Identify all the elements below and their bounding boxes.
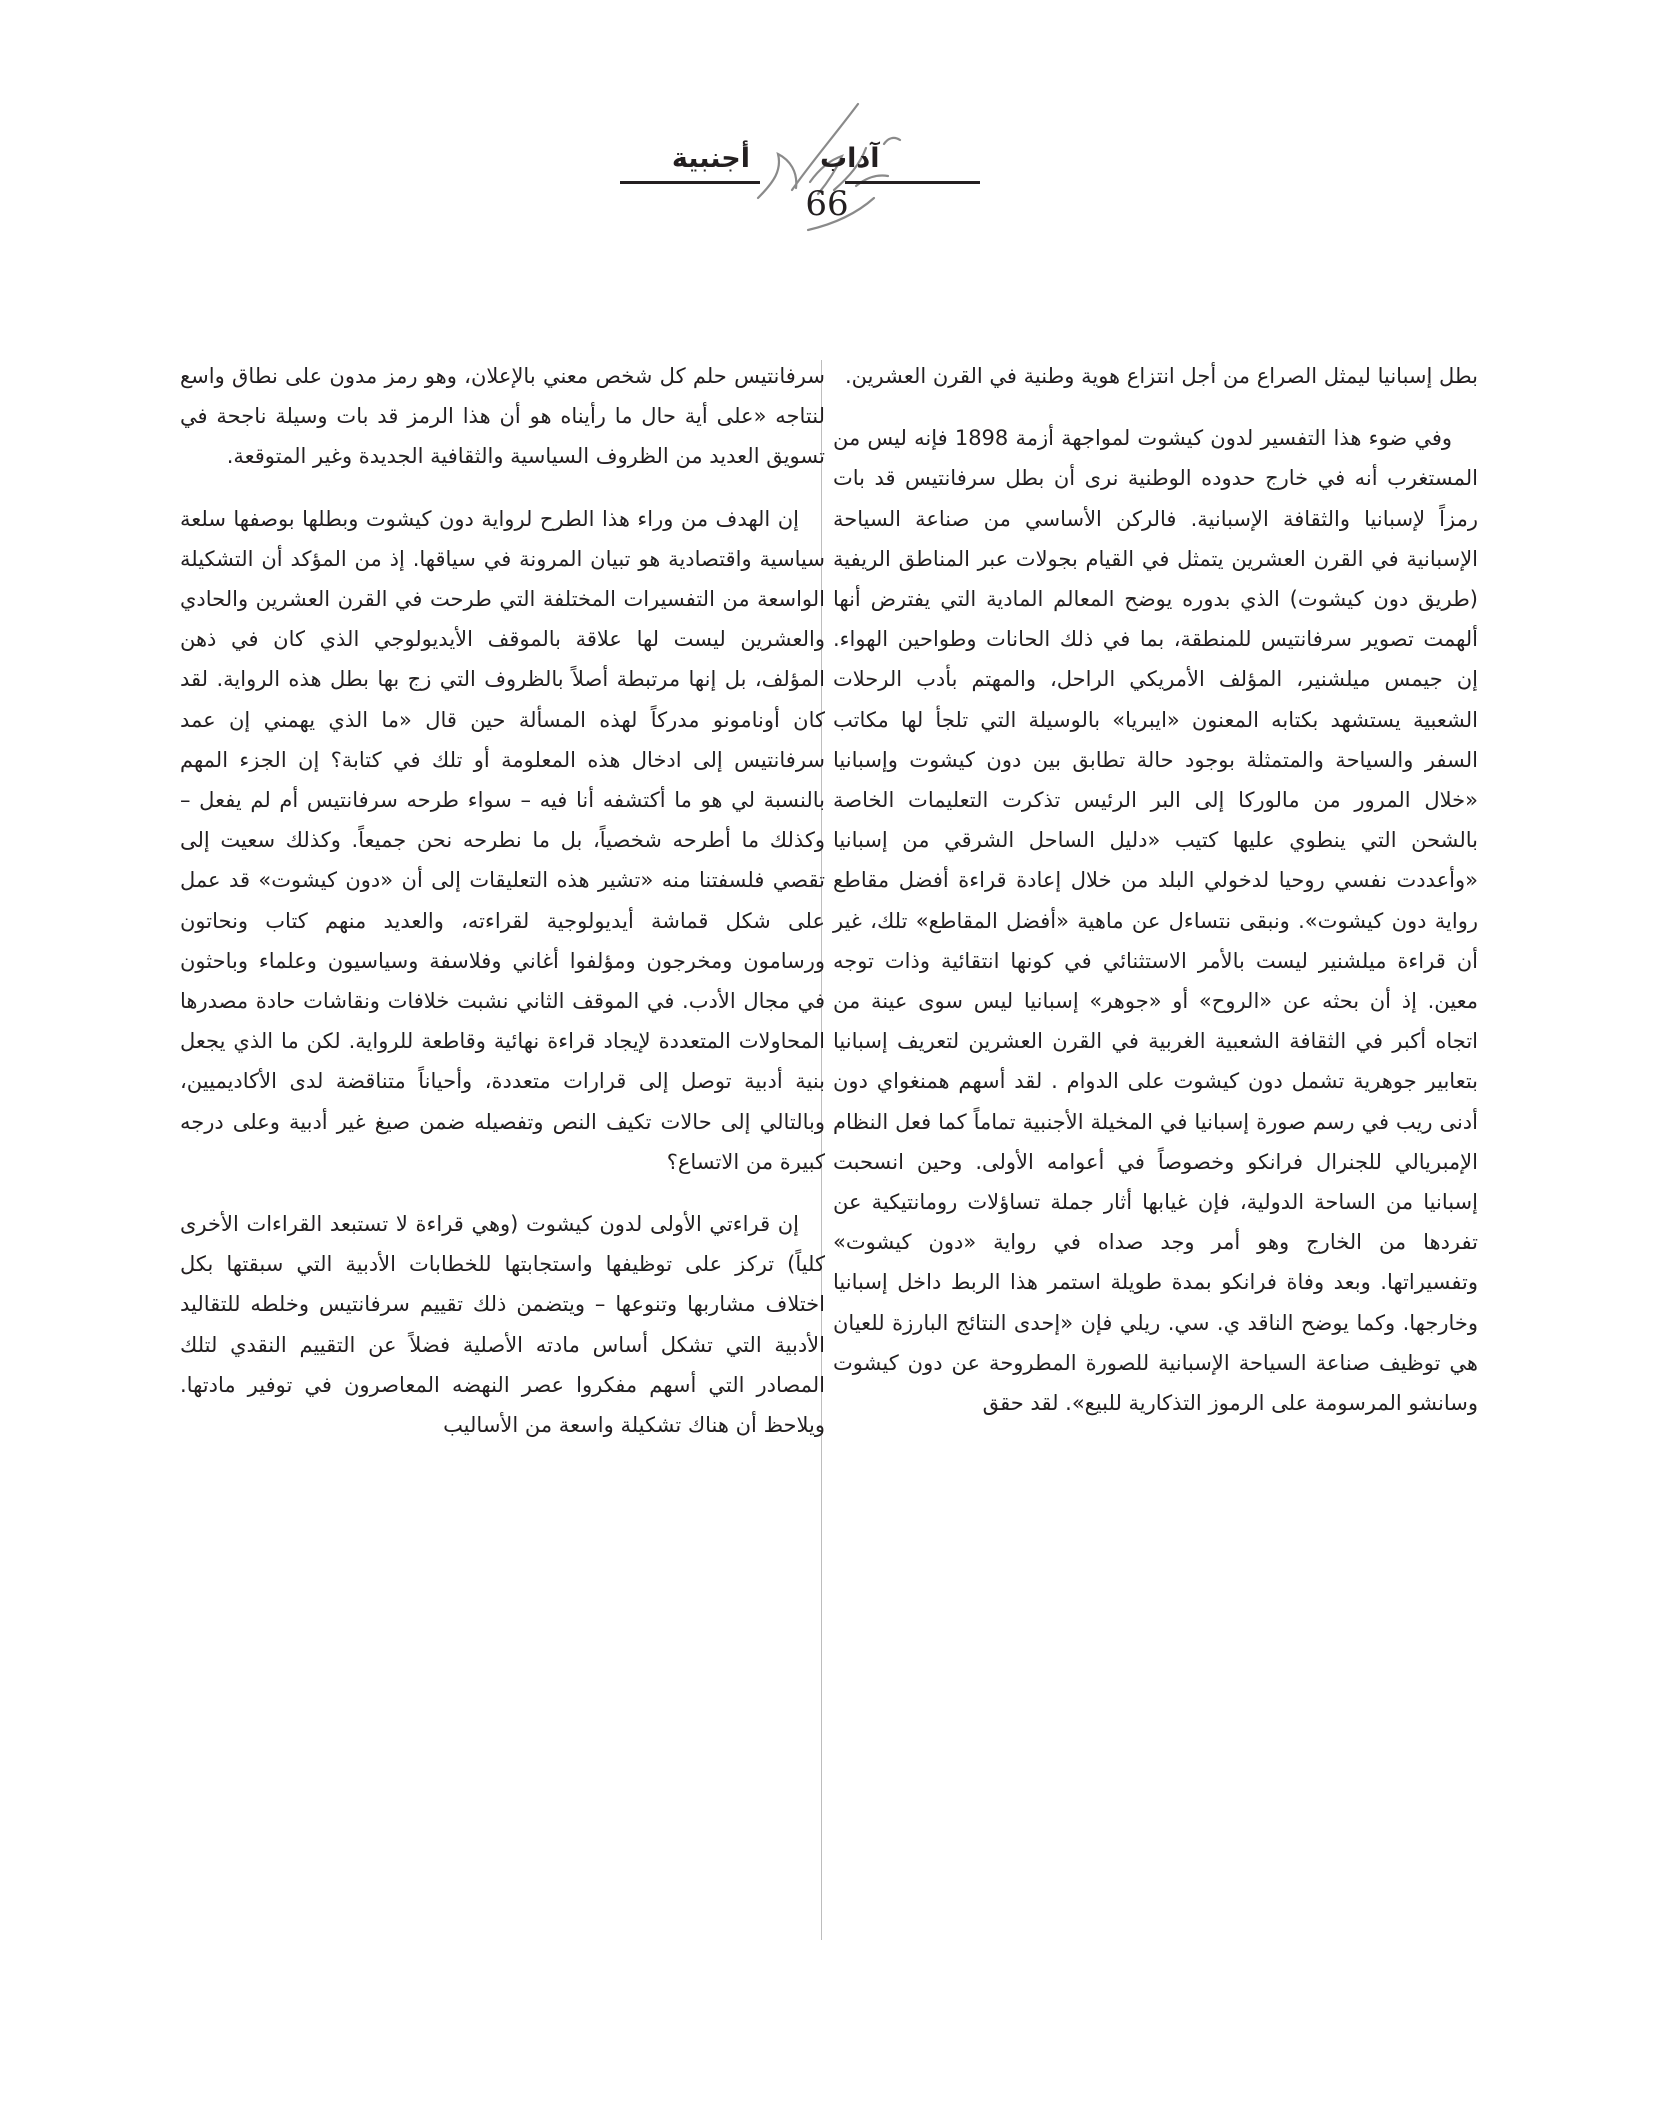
page-number: 66 [805, 184, 849, 224]
paragraph: سرفانتيس حلم كل شخص معني بالإعلان، وهو رمز مدون على نطاق واسع لنتاجه «على أية حال ما رأيناه هو أن هذا الرمز قد بات وسيلة ناجحة في تسويق العديد من الظروف السياسية والثقافية الجديدة وغير المتوقعة. [180, 364, 825, 469]
article-column-left [180, 356, 825, 1467]
header-word-ajnabiya: أجنبية [671, 143, 750, 174]
header-rule-left [620, 181, 760, 184]
page-header [0, 80, 1654, 240]
header-word-adab: آداب [820, 143, 880, 174]
paragraph: إن الهدف من وراء هذا الطرح لرواية دون كيشوت وبطلها بوصفها سلعة سياسية واقتصادية هو تبيان المرونة في سياقها. إذ من المؤكد أن التشكيلة الواسعة من التفسيرات المختلفة التي طرحت في القرن العشرين والحادي والعشرين ليست لها علاقة بالموقف الأيديولوجي الذي كان في ذهن المؤلف، بل إنها مرتبطة أصلاً بالظروف التي زج بها بطل هذه الرواية. لقد كان أونامونو مدركاً لهذه المسألة حين قال «ما الذي يهمني إن عمد سرفانتيس إلى ادخال هذه المعلومة أو تلك في كتابة؟ إن الجزء المهم بالنسبة لي هو ما أكتشفه أنا فيه – سواء طرحه سرفانتيس أم لم يفعل – وكذلك ما أطرحه شخصياً، بل ما نطرحه نحن جميعاً. وكذلك سعيت إلى تقصي فلسفتنا منه «تشير هذه التعليقات إلى أن «دون كيشوت» قد عمل على شكل قماشة أيديولوجية لقراءته، والعديد منهم كتاب ونحاتون ورسامون ومخرجون ومؤلفوا أغاني وفلاسفة وسياسيون وعلماء وباحثون في مجال الأدب. في الموقف الثاني نشبت خلافات ونقاشات حادة مصدرها المحاولات المتعددة لإيجاد قراءة نهائية وقاطعة للرواية. لكن ما الذي يجعل بنية أدبية توصل إلى قرارات متعددة، وأحياناً متناقضة لدى الأكاديميين، وبالتالي إلى حالات تكيف النص وتفصيله ضمن صيغ غير أدبية وعلى درجه كبيرة من الاتساع؟ [180, 506, 825, 1174]
paragraph: وفي ضوء هذا التفسير لدون كيشوت لمواجهة أزمة 1898 فإنه ليس من المستغرب أنه في خارج حدوده الوطنية نرى أن بطل سرفانتيس قد بات رمزاً لإسبانيا والثقافة الإسبانية. فالركن الأساسي من صناعة السياحة الإسبانية في القرن العشرين يتمثل في القيام بجولات عبر المناطق الريفية (طريق دون كيشوت) الذي بدوره يوضح المعالم المادية التي يفترض أنها ألهمت تصوير سرفانتيس للمنطقة، بما في ذلك الحانات وطواحين الهواء. إن جيمس ميلشنير، المؤلف الأمريكي الراحل، والمهتم بأدب الرحلات الشعبية يستشهد بكتابه المعنون «ايبريا» بالوسيلة التي تلجأ لها مكاتب السفر والسياحة والمتمثلة بوجود حالة تطابق بين دون كيشوت وإسبانيا «خلال المرور من مالوركا إلى البر الرئيس تذكرت التعليمات الخاصة بالشحن التي ينطوي عليها كتيب «دليل الساحل الشرقي من إسبانيا «وأعددت نفسي روحيا لدخولي البلد من خلال إعادة قراءة أفضل مقاطع رواية دون كيشوت». ونبقى نتساءل عن ماهية «أفضل المقاطع» تلك، غير أن قراءة ميلشنير ليست بالأمر الاستثنائي في كونها انتقائية وذات توجه معين. إذ أن بحثه عن «الروح» أو «جوهر» إسبانيا ليس سوى عينة من اتجاه أكبر في الثقافة الشعبية الغربية في القرن العشرين لتعريف إسبانيا بتعابير جوهرية تشمل دون كيشوت على الدوام . لقد أسهم همنغواي دون أدنى ريب في رسم صورة إسبانيا في المخيلة الأجنبية تماماً كما فعل النظام الإمبريالي للجنرال فرانكو وخصوصاً في أعوامه الأولى. وحين انسحبت إسبانيا من الساحة الدولية، فإن غيابها أثار جملة تساؤلات رومانتيكية عن تفردها من الخارج وهو أمر وجد صداه في رواية «دون كيشوت» وتفسيراتها. وبعد وفاة فرانكو بمدة طويلة استمر هذا الربط داخل إسبانيا وخارجها. وكما يوضح الناقد ي. سي. ريلي فإن «إحدى النتائج البارزة للعيان هي توظيف صناعة السياحة الإسبانية للصورة المطروحة عن دون كيشوت وسانشو المرسومة على الرموز التذكارية للبيع». لقد حقق [833, 426, 1478, 1416]
paragraph: إن قراءتي الأولى لدون كيشوت (وهي قراءة لا تستبعد القراءات الأخرى كلياً) تركز على توظيفها واستجابتها للخطابات الأدبية التي سبقتها بكل اختلاف مشاربها وتنوعها – ويتضمن ذلك تقييم سرفانتيس وخلطه للتقاليد الأدبية التي تشكل أساس مادته الأصلية فضلاً عن التقييم النقدي لتلك المصادر التي أسهم مفكروا عصر النهضه المعاصرون في توفير مادتها. ويلاحظ أن هناك تشكيلة واسعة من الأساليب [180, 1212, 825, 1438]
article-column-right [833, 356, 1478, 1445]
paragraph: بطل إسبانيا ليمثل الصراع من أجل انتزاع هوية وطنية في القرن العشرين. [845, 364, 1478, 388]
